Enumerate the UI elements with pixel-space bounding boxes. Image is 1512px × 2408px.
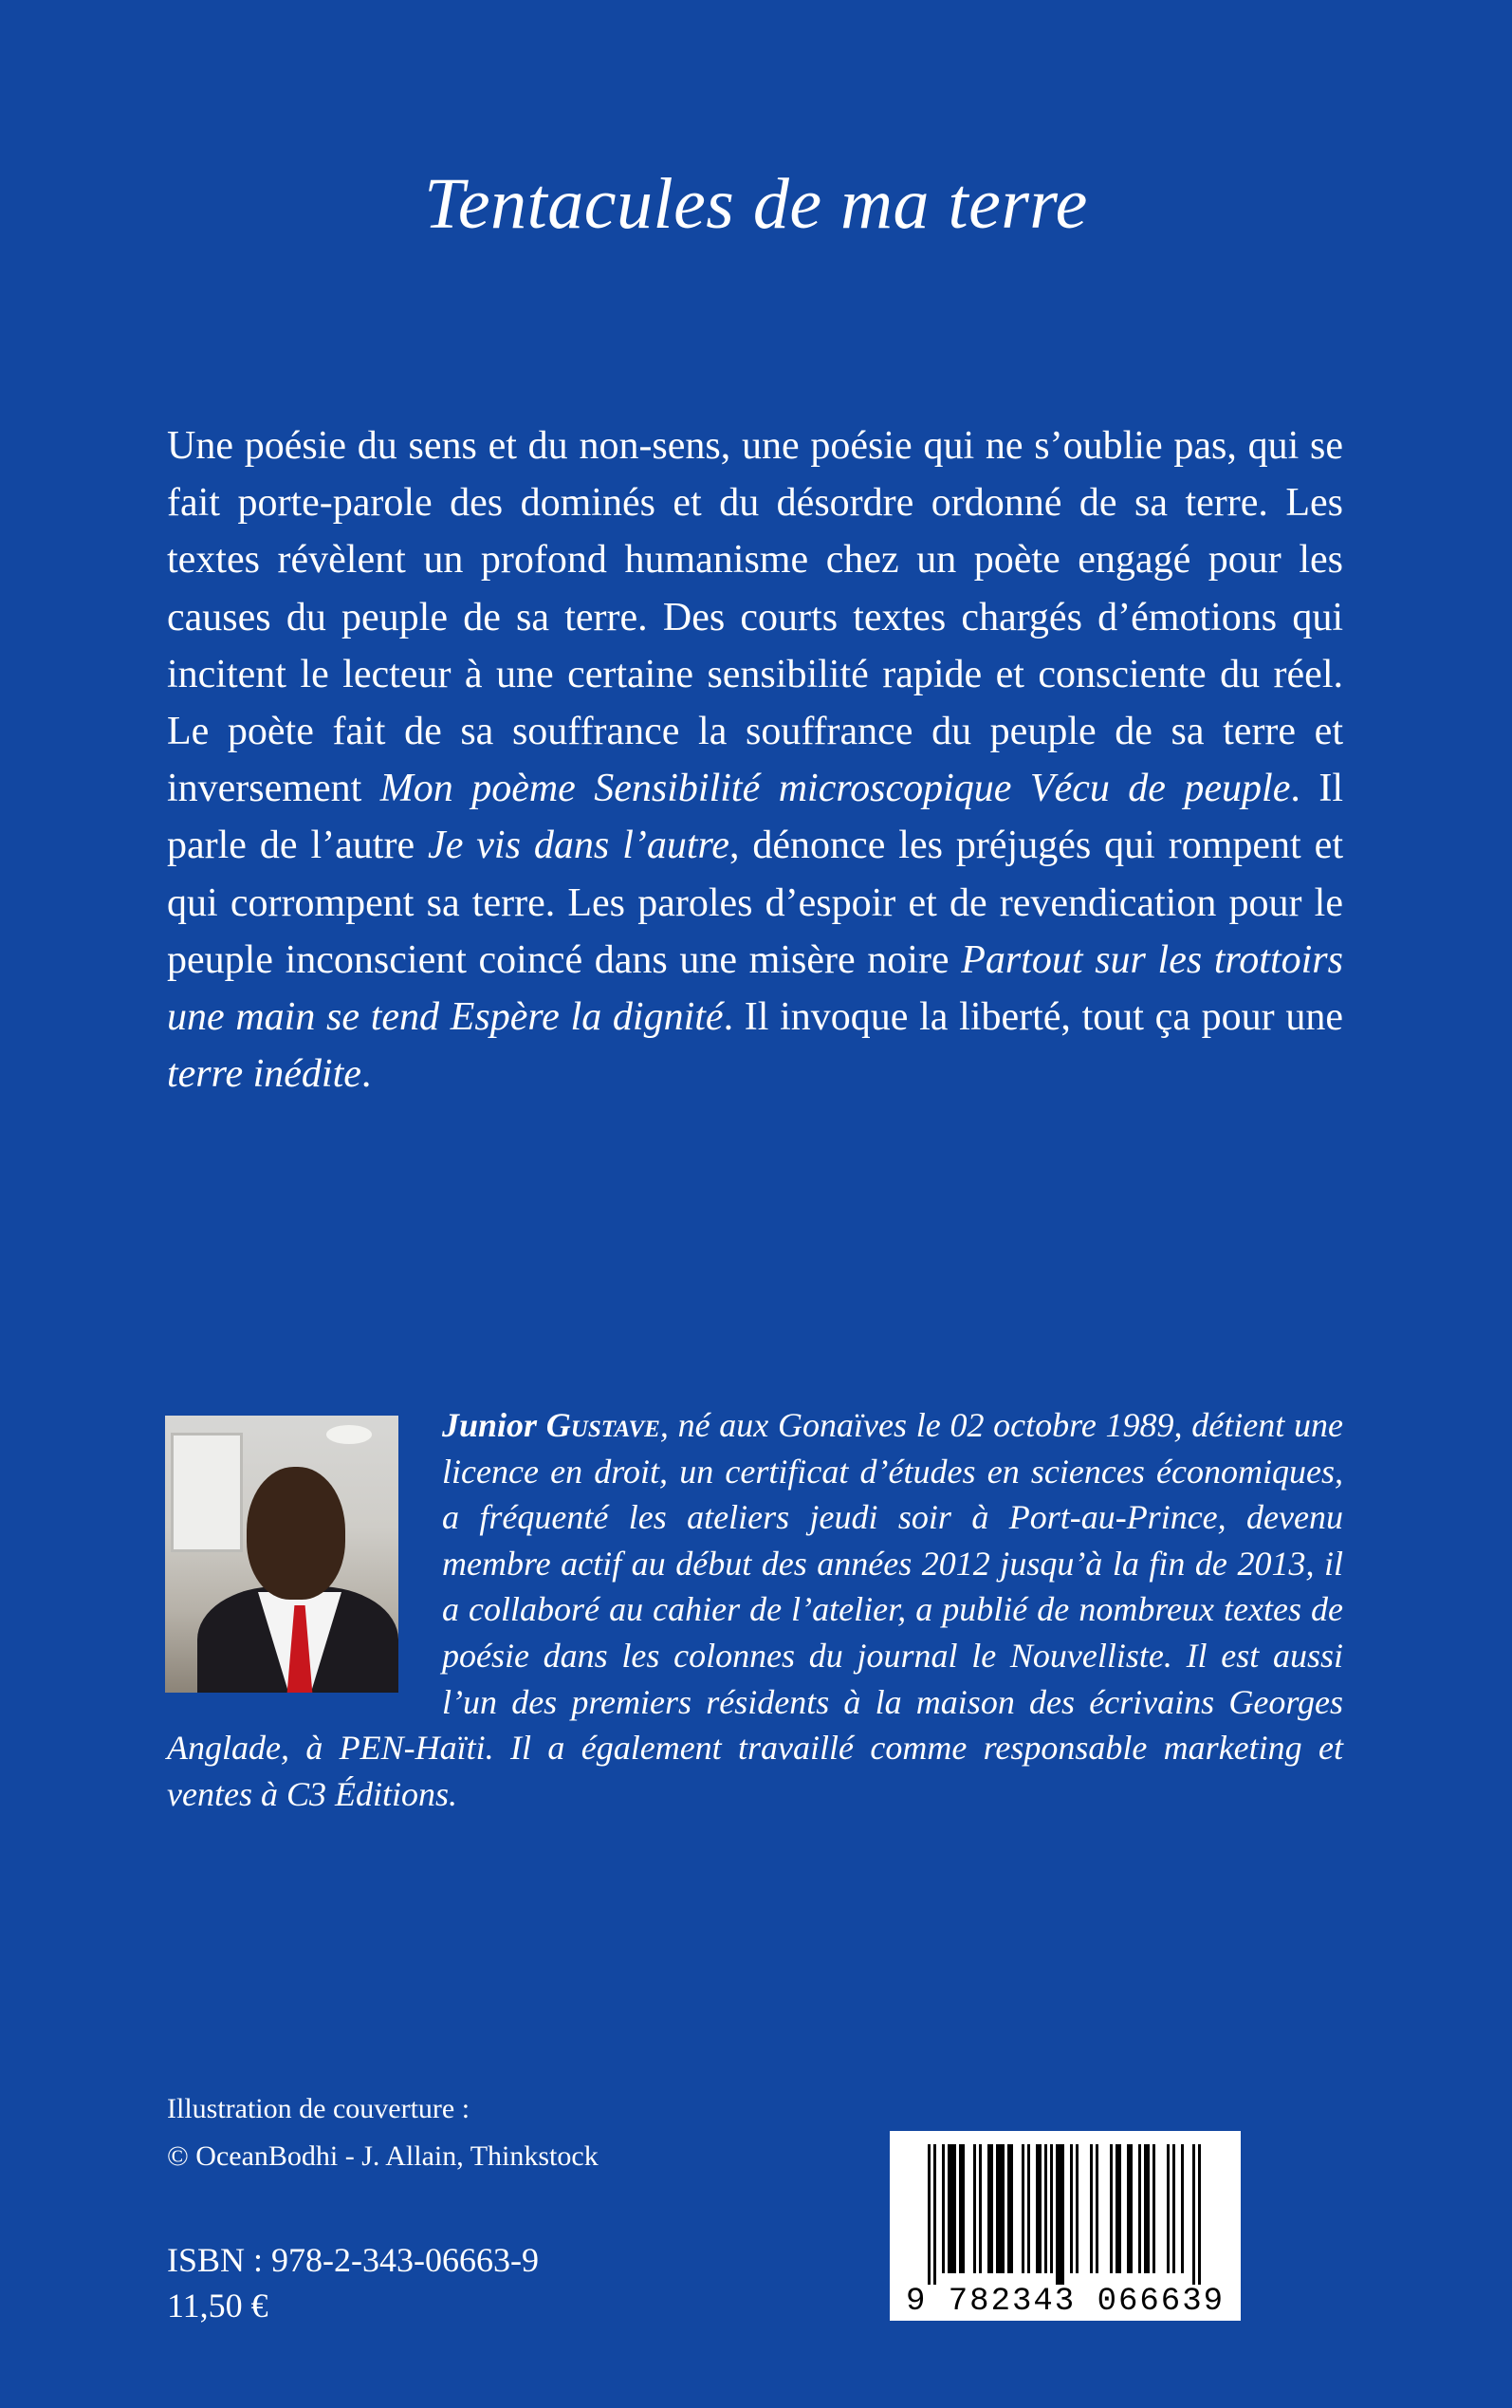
author-first-name: Junior: [442, 1406, 546, 1444]
barcode-bar: [1022, 2144, 1024, 2273]
barcode-graphic: [890, 2131, 1241, 2321]
price: 11,50 €: [167, 2287, 268, 2325]
barcode-bar: [990, 2144, 993, 2273]
blurb-text-4: . Il invoque la liberté, tout ça pour une: [723, 995, 1343, 1040]
barcode-bar: [1050, 2144, 1053, 2273]
barcode-bar: [1192, 2144, 1195, 2285]
barcode-bar: [1039, 2144, 1042, 2273]
barcode-bar: [1167, 2144, 1170, 2273]
blurb-text-3: , dénonce les préjugés qui rompent et qui corrompent sa terre. Les paroles d’espoir et de revendication pour le peuple inconscient coincé dans une misère noire: [167, 824, 1343, 982]
barcode-bar: [1010, 2144, 1013, 2273]
photo-spacer: [167, 1402, 442, 1708]
barcode-bar: [1172, 2144, 1175, 2273]
barcode-digits: 9 782343 066639: [905, 2284, 1226, 2320]
barcode-bar: [1090, 2144, 1093, 2273]
back-cover-blurb: [167, 417, 1343, 1102]
barcode-bars: [928, 2144, 1201, 2285]
barcode: [890, 2131, 1241, 2321]
author-last-name: Gustave: [545, 1406, 660, 1444]
barcode-bar: [928, 2144, 931, 2285]
barcode-bar: [1096, 2144, 1098, 2273]
barcode-bar: [1070, 2144, 1073, 2273]
barcode-bar: [1127, 2144, 1130, 2273]
barcode-bar: [1076, 2144, 1079, 2273]
barcode-bar: [1061, 2144, 1064, 2285]
blurb-quote-2: Je vis dans l’autre: [428, 824, 729, 868]
cover-credits: [167, 2085, 599, 2180]
author-name: [442, 1406, 660, 1444]
barcode-bar: [959, 2144, 962, 2273]
barcode-bar: [999, 2144, 1002, 2273]
blurb-quote-1: Mon poème Sensibilité microscopique Vécu de peuple: [379, 767, 1291, 811]
barcode-bar: [962, 2144, 965, 2273]
isbn-number: ISBN : 978-2-343-06663-9: [167, 2241, 539, 2279]
barcode-bar: [1152, 2144, 1155, 2273]
barcode-bar: [1181, 2144, 1184, 2273]
barcode-bar: [1007, 2144, 1010, 2273]
blurb-paragraph: [167, 417, 1343, 1102]
barcode-bar: [973, 2144, 976, 2273]
barcode-bar: [987, 2144, 990, 2273]
barcode-bar: [1110, 2144, 1113, 2273]
barcode-bar: [1198, 2144, 1201, 2285]
barcode-bar: [996, 2144, 999, 2273]
barcode-bar: [1130, 2144, 1133, 2273]
barcode-bar: [1144, 2144, 1147, 2273]
blurb-text-1: Une poésie du sens et du non-sens, une poésie qui ne s’oublie pas, qui se fait porte-parole des dominés et du désordre ordonné de sa terre. Les textes révèlent un profond humanisme chez un poète engagé pour les causes du peuple de sa terre. Des courts textes chargés d’émotions qui incitent le lecteur à une certaine sensibilité rapide et consciente du réel. Le poète fait de sa souffrance la souffrance du peuple de sa terre et inversement: [167, 424, 1343, 811]
blurb-text-2: . Il parle de l’autre: [167, 767, 1343, 868]
barcode-bar: [1036, 2144, 1039, 2273]
barcode-bar: [942, 2144, 945, 2273]
credits-label: Illustration de couverture :: [167, 2093, 470, 2124]
credits-value: © OceanBodhi - J. Allain, Thinkstock: [167, 2140, 599, 2172]
isbn-block: [167, 2237, 539, 2328]
barcode-bar: [1118, 2144, 1121, 2273]
barcode-bar: [1138, 2144, 1141, 2273]
book-title: Tentacules de ma terre: [424, 164, 1088, 244]
barcode-bar: [1116, 2144, 1118, 2273]
barcode-bar: [933, 2144, 936, 2285]
barcode-bar: [1059, 2144, 1061, 2285]
barcode-bar: [1027, 2144, 1030, 2273]
blurb-text-5: .: [360, 1052, 372, 1097]
author-bio: [167, 1402, 1343, 1817]
blurb-quote-3: Partout sur les trottoirs une main se tend Espère la dignité: [167, 937, 1343, 1040]
barcode-bar: [953, 2144, 956, 2273]
author-bio-text: , né aux Gonaïves le 02 octobre 1989, détient une licence en droit, un certificat d’études en sciences économiques, a fréquenté les ateliers jeudi soir à Port-au-Prince, devenu membre actif au début des années 2012 jusqu’à la fin de 2013, il a collaboré au cahier de l’atelier, a publié de nombreux textes de poésie dans les colonnes du journal le Nouvelliste. Il est aussi l’un des premiers résidents à la maison des écrivains Georges Anglade, à PEN-Haïti. Il a également travaillé comme responsable marketing et ventes à C3 Éditions.: [167, 1406, 1343, 1813]
barcode-bar: [1044, 2144, 1047, 2273]
barcode-bar: [1147, 2144, 1150, 2273]
barcode-bar: [950, 2144, 953, 2273]
barcode-bar: [1002, 2144, 1005, 2273]
blurb-quote-4: terre inédite: [167, 1052, 361, 1097]
barcode-bar: [948, 2144, 950, 2273]
barcode-bar: [979, 2144, 982, 2273]
barcode-bar: [1056, 2144, 1059, 2285]
